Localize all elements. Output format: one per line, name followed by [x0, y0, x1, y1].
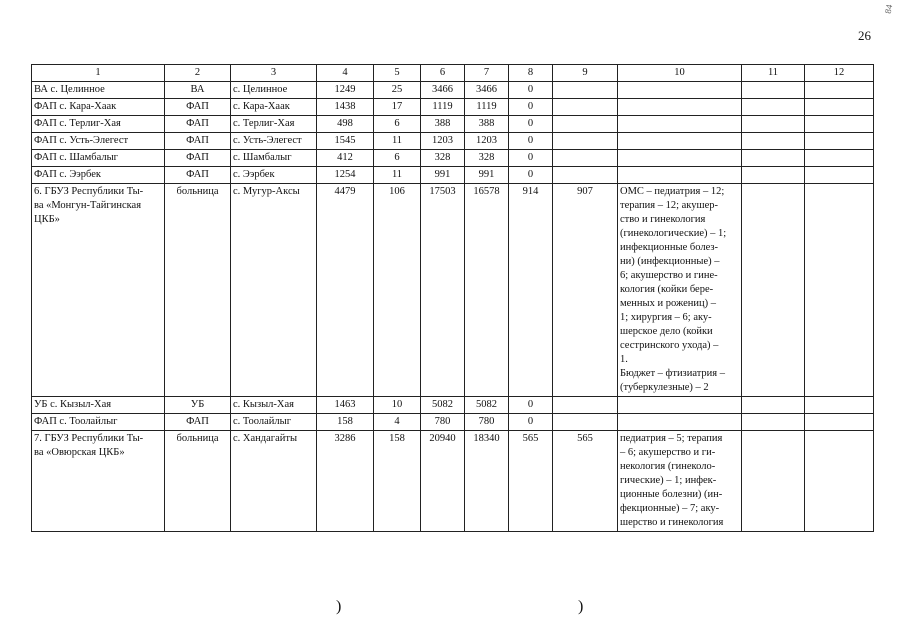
table-cell-c12 — [805, 116, 874, 133]
table-cell-c12 — [805, 431, 874, 532]
table-cell-c5: 6 — [374, 116, 421, 133]
table-cell-c8: 914 — [509, 184, 553, 397]
table-row — [32, 167, 874, 184]
column-header: 2 — [165, 65, 231, 82]
table-cell-c5: 4 — [374, 414, 421, 431]
table-row — [32, 184, 874, 397]
table-cell-c6: 991 — [421, 167, 465, 184]
table-cell-c12 — [805, 397, 874, 414]
table-cell-c4: 498 — [317, 116, 374, 133]
table-cell-c10 — [618, 116, 742, 133]
table-cell-c4: 158 — [317, 414, 374, 431]
table-cell-c10 — [618, 167, 742, 184]
table-cell-c4: 1438 — [317, 99, 374, 116]
table-cell-c7: 328 — [465, 150, 509, 167]
table-cell-c12 — [805, 133, 874, 150]
table-cell-c4: 412 — [317, 150, 374, 167]
table-cell-c6: 780 — [421, 414, 465, 431]
table-cell-type: ФАП — [165, 133, 231, 150]
table-cell-c8: 0 — [509, 397, 553, 414]
page-number: 26 — [858, 28, 871, 43]
table-cell-c5: 11 — [374, 133, 421, 150]
table-cell-c6: 1203 — [421, 133, 465, 150]
bottom-mark: ) — [336, 598, 342, 615]
table-cell-c6: 388 — [421, 116, 465, 133]
table-cell-c7: 3466 — [465, 82, 509, 99]
table-cell-c9: 907 — [553, 184, 618, 397]
column-header: 4 — [317, 65, 374, 82]
table-cell-c5: 158 — [374, 431, 421, 532]
table-cell-c4: 1249 — [317, 82, 374, 99]
table-cell-c10 — [618, 133, 742, 150]
table-cell-c11 — [742, 184, 805, 397]
table-cell-c9 — [553, 116, 618, 133]
table-body — [32, 65, 874, 532]
table-cell-c6: 5082 — [421, 397, 465, 414]
table-cell-c8: 0 — [509, 414, 553, 431]
table-cell-name: ВА с. Целинное — [32, 82, 165, 99]
column-header: 3 — [231, 65, 317, 82]
table-cell-locality: с. Ээрбек — [231, 167, 317, 184]
table-row — [32, 431, 874, 532]
table-cell-c12 — [805, 99, 874, 116]
bottom-mark: ) — [578, 598, 584, 615]
table-cell-c11 — [742, 397, 805, 414]
table-cell-c10: ОМС – педиатрия – 12; терапия – 12; акушер- ство и гинекология (гинекологические) – 1; инфекционные болез- ни) (инфекционные) – 6; акушерство и гине- кология (койки бере- менных и рожениц) – 1; хирургия – 6; аку- шерское дело (койки сестринского ухода) – 1. Бюджет – фтизиатрия – (туберкулезные) – 2 — [618, 184, 742, 397]
table-cell-locality: с. Усть-Элегест — [231, 133, 317, 150]
table-cell-c12 — [805, 167, 874, 184]
table-cell-c4: 4479 — [317, 184, 374, 397]
table-cell-c10: педиатрия – 5; терапия – 6; акушерство и ги- некология (гинеколо- гические) – 1; инфек- ционные болезни) (ин- фекционные) – 7; аку- шерство и гинекология — [618, 431, 742, 532]
column-header: 1 — [32, 65, 165, 82]
column-header: 7 — [465, 65, 509, 82]
table-cell-c10 — [618, 82, 742, 99]
table-cell-locality: с. Кара-Хаак — [231, 99, 317, 116]
table-row — [32, 414, 874, 431]
table-row — [32, 150, 874, 167]
table-cell-name: ФАП с. Кара-Хаак — [32, 99, 165, 116]
table-row — [32, 99, 874, 116]
table-cell-c6: 17503 — [421, 184, 465, 397]
table-cell-type: больница — [165, 184, 231, 397]
table-cell-locality: с. Кызыл-Хая — [231, 397, 317, 414]
table-cell-c9: 565 — [553, 431, 618, 532]
table-cell-c9 — [553, 167, 618, 184]
table-cell-c7: 18340 — [465, 431, 509, 532]
column-header: 12 — [805, 65, 874, 82]
table-cell-c7: 16578 — [465, 184, 509, 397]
table-cell-c6: 328 — [421, 150, 465, 167]
table-cell-c9 — [553, 397, 618, 414]
table-cell-c6: 1119 — [421, 99, 465, 116]
table-cell-c7: 1203 — [465, 133, 509, 150]
table-cell-locality: с. Тоолайлыг — [231, 414, 317, 431]
table-cell-locality: с. Хандагайты — [231, 431, 317, 532]
table-row — [32, 82, 874, 99]
table-cell-c11 — [742, 414, 805, 431]
table-cell-c5: 11 — [374, 167, 421, 184]
table-cell-c8: 0 — [509, 99, 553, 116]
table-cell-c10 — [618, 99, 742, 116]
column-header: 9 — [553, 65, 618, 82]
table-cell-name: 7. ГБУЗ Республики Ты- ва «Овюрская ЦКБ» — [32, 431, 165, 532]
data-table — [31, 64, 874, 532]
table-cell-type: ФАП — [165, 116, 231, 133]
table-cell-c8: 0 — [509, 133, 553, 150]
table-cell-c4: 1463 — [317, 397, 374, 414]
table-cell-c11 — [742, 133, 805, 150]
table-cell-c5: 25 — [374, 82, 421, 99]
table-cell-c8: 0 — [509, 116, 553, 133]
column-header: 10 — [618, 65, 742, 82]
table-cell-c12 — [805, 150, 874, 167]
table-cell-c11 — [742, 116, 805, 133]
table-cell-c5: 6 — [374, 150, 421, 167]
table-cell-c7: 780 — [465, 414, 509, 431]
table-cell-name: ФАП с. Тоолайлыг — [32, 414, 165, 431]
table-row — [32, 397, 874, 414]
table-cell-c12 — [805, 82, 874, 99]
table-cell-c11 — [742, 99, 805, 116]
table-cell-type: УБ — [165, 397, 231, 414]
table-cell-name: ФАП с. Шамбалыг — [32, 150, 165, 167]
column-header: 11 — [742, 65, 805, 82]
column-header: 5 — [374, 65, 421, 82]
table-cell-c10 — [618, 397, 742, 414]
table-cell-type: больница — [165, 431, 231, 532]
table-cell-locality: с. Мугур-Аксы — [231, 184, 317, 397]
table-cell-c7: 5082 — [465, 397, 509, 414]
table-cell-c11 — [742, 431, 805, 532]
table-cell-c10 — [618, 150, 742, 167]
table-row — [32, 133, 874, 150]
table-cell-c9 — [553, 133, 618, 150]
table-cell-c11 — [742, 167, 805, 184]
table-cell-name: ФАП с. Терлиг-Хая — [32, 116, 165, 133]
table-cell-c8: 0 — [509, 82, 553, 99]
column-header: 6 — [421, 65, 465, 82]
table-cell-c9 — [553, 414, 618, 431]
table-cell-c6: 3466 — [421, 82, 465, 99]
table-cell-locality: с. Целинное — [231, 82, 317, 99]
table-cell-locality: с. Шамбалыг — [231, 150, 317, 167]
table-cell-c11 — [742, 150, 805, 167]
table-cell-c7: 1119 — [465, 99, 509, 116]
table-cell-c5: 17 — [374, 99, 421, 116]
table-cell-c4: 1545 — [317, 133, 374, 150]
table-cell-c7: 388 — [465, 116, 509, 133]
table-cell-c12 — [805, 184, 874, 397]
table-cell-c4: 1254 — [317, 167, 374, 184]
table-cell-c8: 0 — [509, 167, 553, 184]
table-cell-c9 — [553, 82, 618, 99]
header-row — [32, 65, 874, 82]
table-cell-c10 — [618, 414, 742, 431]
table-cell-name: ФАП с. Ээрбек — [32, 167, 165, 184]
table-cell-c6: 20940 — [421, 431, 465, 532]
table-cell-c7: 991 — [465, 167, 509, 184]
table-cell-c11 — [742, 82, 805, 99]
table-cell-locality: с. Терлиг-Хая — [231, 116, 317, 133]
table-cell-type: ФАП — [165, 167, 231, 184]
table-row — [32, 116, 874, 133]
table-cell-c8: 565 — [509, 431, 553, 532]
table-cell-c12 — [805, 414, 874, 431]
table-cell-c4: 3286 — [317, 431, 374, 532]
table-cell-type: ВА — [165, 82, 231, 99]
table-cell-type: ФАП — [165, 414, 231, 431]
table-cell-c9 — [553, 99, 618, 116]
table-cell-c5: 10 — [374, 397, 421, 414]
column-header: 8 — [509, 65, 553, 82]
table-cell-name: ФАП с. Усть-Элегест — [32, 133, 165, 150]
table-cell-c9 — [553, 150, 618, 167]
table-cell-type: ФАП — [165, 150, 231, 167]
table-cell-c5: 106 — [374, 184, 421, 397]
corner-handwritten-mark: 84 — [882, 3, 895, 15]
table-cell-type: ФАП — [165, 99, 231, 116]
table-cell-name: 6. ГБУЗ Республики Ты- ва «Монгун-Тайгинская ЦКБ» — [32, 184, 165, 397]
table-cell-name: УБ с. Кызыл-Хая — [32, 397, 165, 414]
table-cell-c8: 0 — [509, 150, 553, 167]
